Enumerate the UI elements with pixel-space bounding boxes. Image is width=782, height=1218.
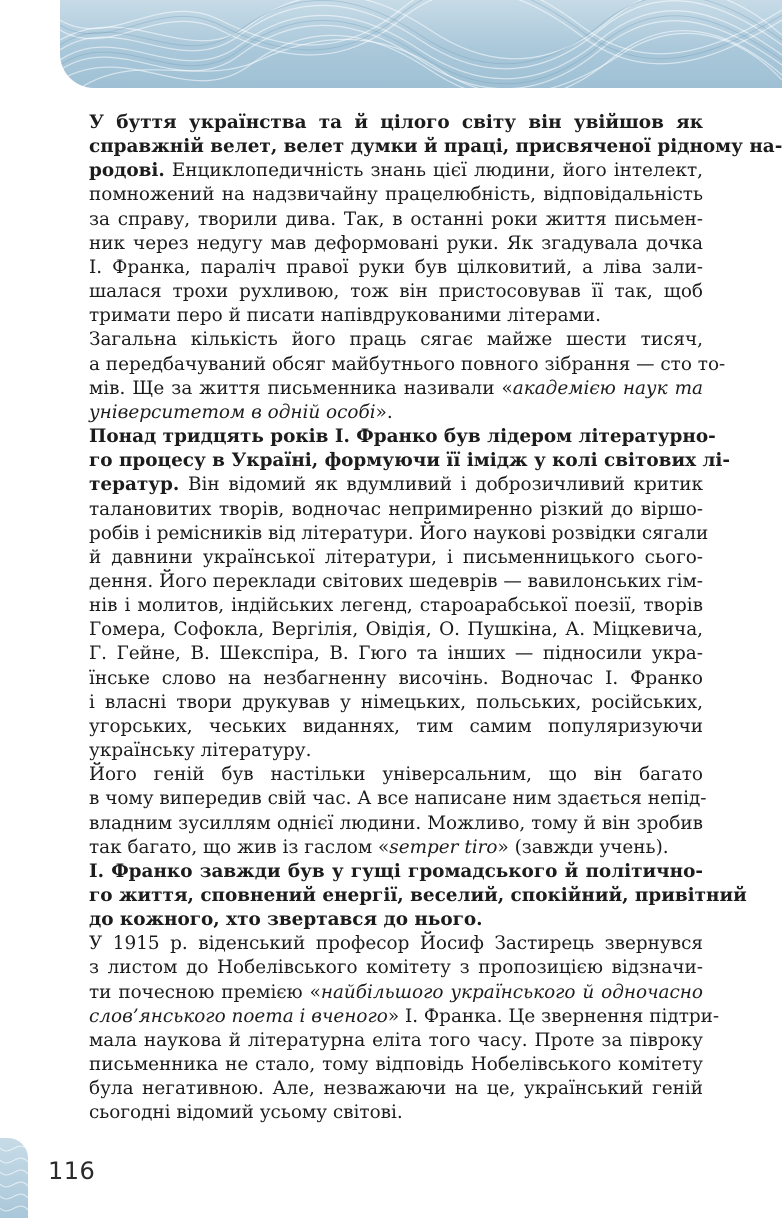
italic-text: semper tiro [389, 836, 498, 858]
paragraph-p1 [89, 111, 782, 328]
text-line [89, 1029, 703, 1053]
text-line [89, 618, 703, 642]
text-line [89, 208, 703, 232]
paragraph-p4 [89, 763, 707, 860]
plain-text: й давнини української літератури, і письменницького сього- [89, 546, 703, 568]
text-line [89, 401, 703, 425]
text-line [89, 908, 703, 932]
text-line [89, 739, 703, 763]
text-line [89, 1005, 720, 1029]
plain-text: в чому випередив свій час. А все написане ним здається непід- [89, 788, 707, 810]
text-line [89, 232, 703, 256]
wave-pattern-side [0, 1138, 28, 1218]
plain-text: їнське слово на незбагненну височінь. Водночас І. Франко [89, 667, 703, 689]
text-line [89, 304, 703, 328]
text-line [89, 1053, 703, 1077]
plain-text: І. Франка, параліч правої руки був цілковитий, а ліва зали- [89, 256, 703, 278]
plain-text: робів і ремісників від літератури. Його наукові розвідки сягали [89, 522, 709, 544]
text-line [89, 183, 703, 207]
plain-text: ти почесною премією « [89, 981, 321, 1003]
page-body-text [89, 111, 782, 1126]
plain-text: Його геній був настільки універсальним, що він багато [89, 764, 703, 786]
text-line [89, 860, 703, 884]
text-line [89, 642, 703, 666]
paragraph-p5 [89, 860, 747, 932]
plain-text: так багато, що жив із гаслом « [89, 836, 390, 858]
bold-text: Понад тридцять років І. Франко був лідером літературно- [89, 426, 716, 448]
plain-text: » (завжди учень). [497, 836, 669, 858]
text-line [89, 425, 716, 449]
text-line [89, 884, 747, 908]
text-line [89, 498, 703, 522]
bold-text: справжній велет, велет думки й праці, присвяченої рідному на- [89, 136, 782, 158]
italic-text: університетом в одній особі [89, 401, 376, 423]
text-line [89, 280, 703, 304]
text-line [89, 328, 703, 352]
text-line [89, 449, 731, 473]
paragraph-p2 [89, 328, 726, 425]
plain-text: ник через недугу мав деформовані руки. Як згадувала дочка [89, 232, 703, 254]
text-line [89, 353, 726, 377]
text-line [89, 1077, 703, 1101]
bold-text: У буття українства та й цілого світу він увійшов як [89, 112, 703, 133]
plain-text: угорських, чеських виданнях, тим самим популяризуючи [89, 715, 703, 737]
wave-pattern [60, 0, 782, 88]
page-number: 116 [48, 1157, 96, 1185]
text-line [89, 812, 703, 836]
plain-text: » І. Франка. Це звернення підтри- [387, 1005, 720, 1027]
bold-text: І. Франко завжди був у гущі громадського й політично- [89, 860, 703, 882]
text-line [89, 787, 707, 811]
text-line [89, 594, 703, 618]
text-line [89, 932, 703, 956]
plain-text: з листом до Нобелівського комітету з пропозицією відзначи- [89, 957, 703, 979]
plain-text: помножений на надзвичайну працелюбність, відповідальність [89, 184, 703, 206]
text-line [89, 546, 703, 570]
plain-text: талановитих творів, водночас непримиренно різкий до віршо- [89, 498, 703, 520]
bold-text: до кожного, хто звертався до нього. [89, 909, 483, 931]
text-line [89, 956, 703, 980]
text-line [89, 763, 703, 787]
text-line [89, 111, 703, 135]
plain-text: Енциклопедичність знань цієї людини, його інтелект, [164, 160, 703, 182]
text-line [89, 667, 703, 691]
text-line [89, 473, 703, 497]
plain-text: письменника не стало, тому відповідь Нобелівського комітету [89, 1054, 703, 1076]
plain-text: У 1915 р. віденський професор Йосиф Застирець звернувся [89, 933, 703, 955]
text-line [89, 715, 703, 739]
plain-text: мала наукова й літературна еліта того часу. Проте за півроку [89, 1029, 703, 1051]
plain-text: українську літературу. [89, 740, 312, 762]
plain-text: Загальна кількість його праць сягає майже шести тисяч, [89, 329, 703, 351]
italic-text: найбільшого українського й одночасно [320, 981, 703, 1003]
bold-text: тератур. [89, 474, 180, 496]
plain-text: владним зусиллям однієї людини. Можливо, тому й він зробив [89, 812, 703, 834]
plain-text: дення. Його переклади світових шедеврів — вавилонських гім- [89, 570, 703, 592]
plain-text: нів і молитов, індійських легенд, староарабської поезії, творів [89, 595, 703, 617]
plain-text: Він відомий як вдумливий і доброзичливий критик [179, 474, 703, 496]
decorative-header-banner [60, 0, 782, 88]
text-line [89, 135, 782, 159]
plain-text: була негативною. Але, незважаючи на це, український геній [89, 1078, 703, 1100]
plain-text: і власні твори друкував у німецьких, польських, російських, [89, 691, 703, 713]
text-line [89, 691, 703, 715]
text-line [89, 377, 703, 401]
plain-text: Гомера, Софокла, Вергілія, Овідія, О. Пушкіна, А. Міцкевича, [89, 619, 703, 641]
bold-text: го життя, сповнений енергії, веселий, спокійний, привітний [89, 885, 747, 906]
plain-text: Г. Гейне, В. Шекспіра, В. Гюго та інших — підносили укра- [89, 643, 703, 665]
paragraph-p6 [89, 932, 720, 1125]
plain-text: ». [375, 401, 393, 423]
plain-text: а передбачуваний обсяг майбутнього повного зібрання — сто то- [89, 353, 726, 375]
text-line [89, 570, 703, 594]
text-line [89, 836, 703, 860]
italic-text: академією наук та [512, 377, 703, 399]
text-line [89, 522, 709, 546]
text-line [89, 981, 703, 1005]
paragraph-p3 [89, 425, 731, 763]
bold-text: го процесу в Україні, формуючи її імідж у колі світових лі- [89, 450, 731, 472]
plain-text: мів. Ще за життя письменника називали « [89, 377, 513, 399]
text-line [89, 1101, 703, 1125]
italic-text: слов’янського поета і вченого [89, 1005, 388, 1027]
plain-text: сьогодні відомий усьому світові. [89, 1102, 403, 1124]
plain-text: тримати перо й писати напівдрукованими літерами. [89, 305, 601, 327]
text-line [89, 159, 703, 183]
plain-text: шалася трохи рухливою, тож він пристосовував її так, щоб [89, 281, 703, 303]
bold-text: родові. [89, 160, 165, 182]
plain-text: за справу, творили дива. Так, в останні роки життя письмен- [89, 208, 703, 230]
text-line [89, 256, 703, 280]
decorative-side-strip [0, 1138, 28, 1218]
